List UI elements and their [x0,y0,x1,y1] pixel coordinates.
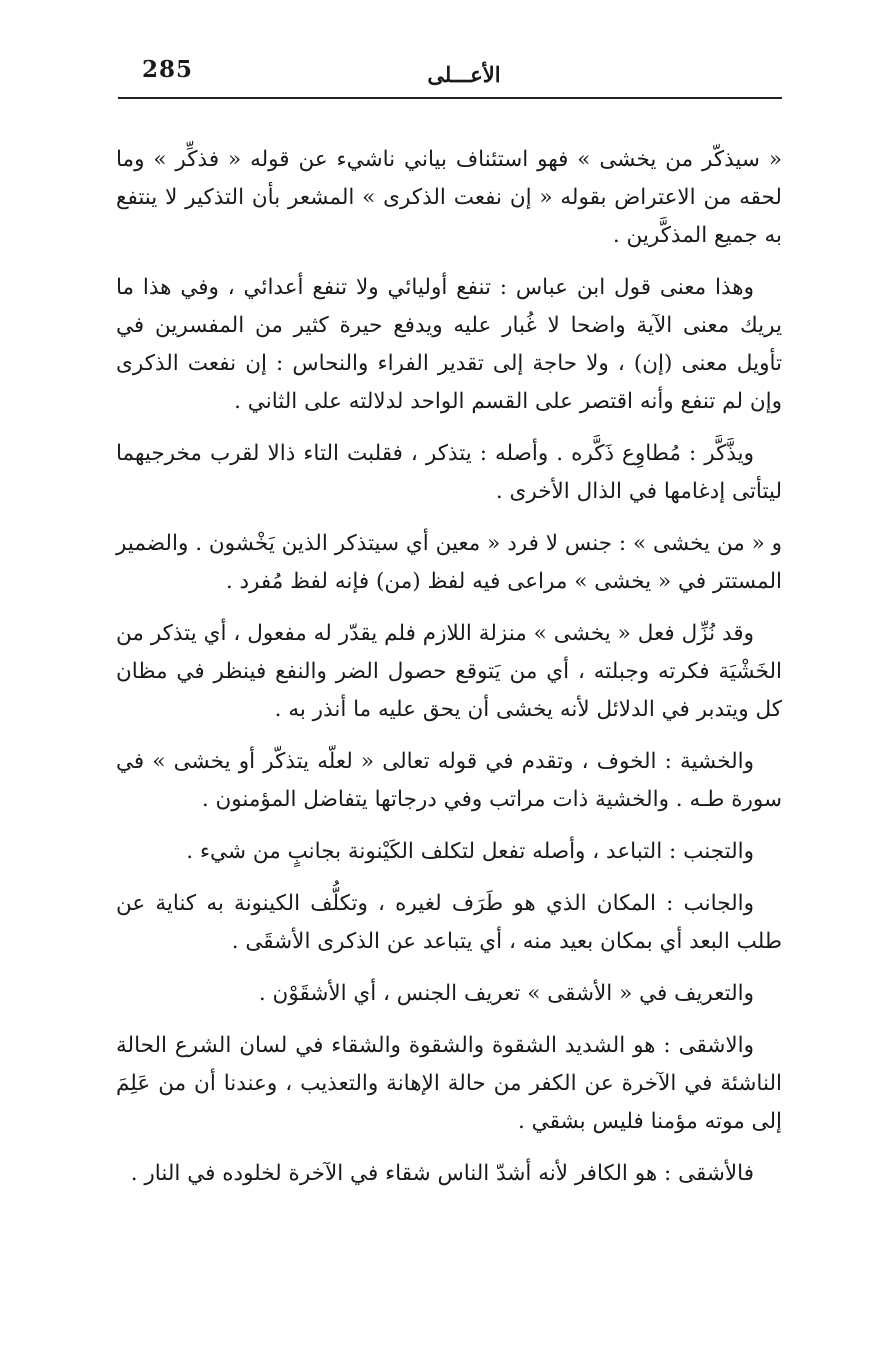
running-title: الأعـــلى [427,62,501,87]
paragraph-2: وهذا معنى قول ابن عباس : تنفع أوليائي ولا تنفع أعدائي ، وفي هذا ما يريك معنى الآية واضحا لا غُبار عليه ويدفع حيرة كثير من المفسرين في تأويل معنى (إن) ، ولا حاجة إلى تقدير الفراء والنحاس : إن نفعت الذكرى وإن لم تنفع وأنه اقتصر على القسم الواحد لدلالته على الثاني . [116,275,782,414]
header-rule [118,97,782,99]
page-number: 285 [142,56,194,83]
paragraph-4: و « من يخشى » : جنس لا فرد « معين أي سيتذكر الذين يَخْشون . والضمير المستتر في « يخشى » مراعى فيه لفظ (من) فإنه لفظ مُفرد . [116,531,782,594]
body-text [116,141,782,1207]
page-header [118,52,780,98]
paragraph-10: والاشقى : هو الشديد الشقوة والشقوة والشقاء في لسان الشرع الحالة الناشئة في الآخرة عن الكفر من حالة الإهانة والتعذيب ، وعندنا أن من عَلِمَ إلى موته مؤمنا فليس بشقي . [116,1033,782,1134]
paragraph-3: ويذَّكَّر : مُطاوِع ذَكَّره . وأصله : يتذكر ، فقلبت التاء ذالا لقرب مخرجيهما ليتأتى إدغامها في الذال الأخرى . [116,441,782,504]
paragraph-9: والتعريف في « الأشقى » تعريف الجنس ، أي الأشقَوْن . [258,981,754,1006]
paragraph-5: وقد نُزِّل فعل « يخشى » منزلة اللازم فلم يقدّر له مفعول ، أي يتذكر من الخَشْيَة فكرته وجبلته ، أي من يَتوقع حصول الضر والنفع فينظر في مظان كل ويتدبر في الدلائل لأنه يخشى أن يحق عليه ما أنذر به . [116,621,782,722]
paragraph-6: والخشية : الخوف ، وتقدم في قوله تعالى « لعلّه يتذكّر أو يخشى » في سورة طـه . والخشية ذات مراتب وفي درجاتها يتفاضل المؤمنون . [116,749,782,812]
paragraph-1: « سيذكّر من يخشى » فهو استئناف بياني ناشيء عن قوله « فذكِّر » وما لحقه من الاعتراض بقوله « إن نفعت الذكرى » المشعر بأن التذكير لا ينتفع به جميع المذكَّرين . [116,147,782,248]
paragraph-7: والتجنب : التباعد ، وأصله تفعل لتكلف الكَيْنونة بجانبٍ من شيء . [186,839,754,864]
paragraph-8: والجانب : المكان الذي هو طَرَف لغيره ، وتكلُّف الكينونة به كناية عن طلب البعد أي بمكان بعيد منه ، أي يتباعد عن الذكرى الأشقَى . [116,891,782,954]
paragraph-11: فالأشقى : هو الكافر لأنه أشدّ الناس شقاء في الآخرة لخلوده في النار . [130,1161,754,1186]
